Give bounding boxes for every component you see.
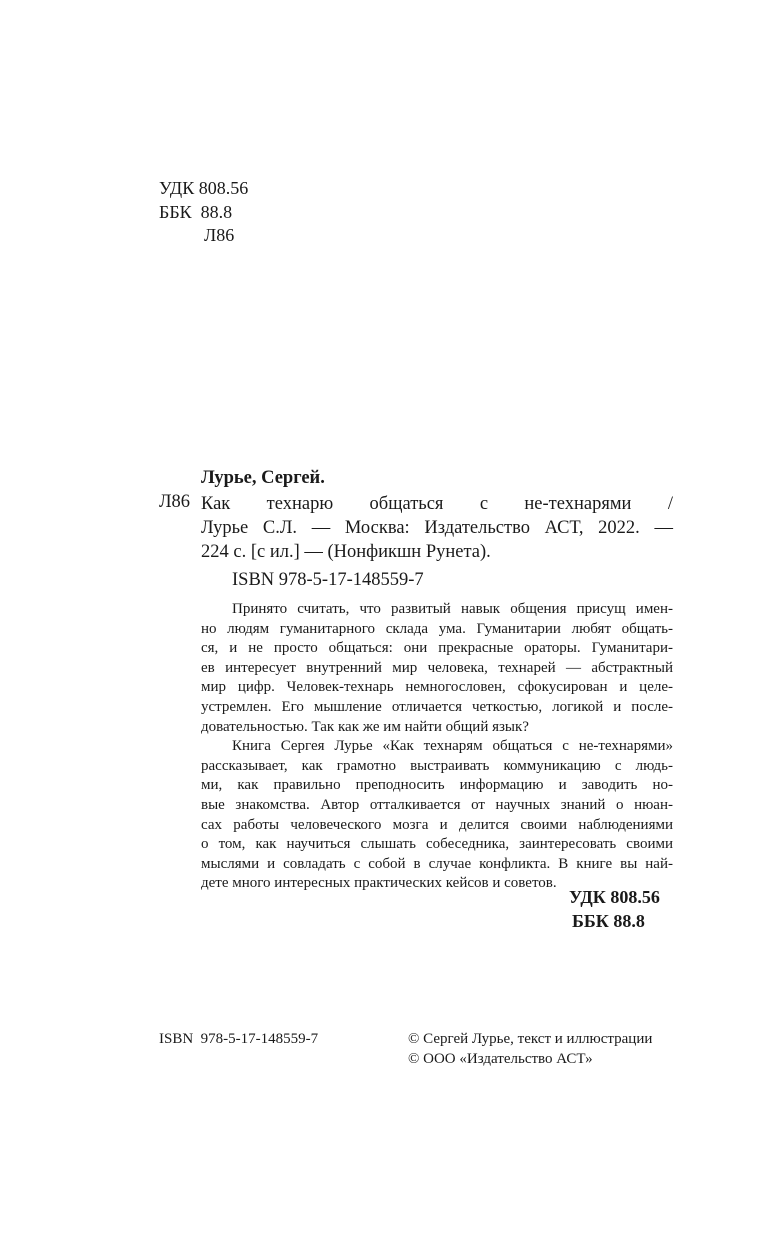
description-line: Лурье С.Л. — Москва: Издательство АСТ, 2022. — xyxy=(201,518,673,538)
annotation-line: о том, как научиться слышать собеседника, заинтересовать своими xyxy=(201,836,673,853)
annotation-line: Книга Сергея Лурье «Как технарям общаться с не-технарями» xyxy=(232,738,673,755)
bibliographic-code: Л86 xyxy=(159,492,191,512)
annotation-line: рассказывает, как грамотно выстраивать коммуникацию с людь- xyxy=(201,757,673,774)
annotation-line: довательностью. Так как же им найти общий язык? xyxy=(201,718,529,735)
annotation-line: сах работы человеческого мозга и делится своими наблюдениями xyxy=(201,816,673,833)
udk-code-bold: УДК 808.56 xyxy=(569,887,660,907)
copyright-author: © Сергей Лурье, текст и иллюстрации xyxy=(408,1031,653,1047)
description-line: Как технарю общаться с не-технарями / xyxy=(201,494,673,514)
bibliographic-description xyxy=(201,492,673,564)
annotation-line: Принято считать, что развитый навык общения присущ имен- xyxy=(232,601,673,617)
annotation xyxy=(201,600,673,894)
annotation-line: дете много интересных практических кейсов и советов. xyxy=(201,875,557,892)
author-mark: Л86 xyxy=(204,225,235,245)
bbk-code-bold: ББК 88.8 xyxy=(572,911,645,931)
annotation-line: но людям гуманитарного склада ума. Гуманитарии любят общать- xyxy=(201,620,673,637)
annotation-line: устремлен. Его мышление отличается четкостью, логикой и после- xyxy=(201,698,673,715)
author-heading: Лурье, Сергей. xyxy=(201,468,325,488)
isbn-main: ISBN 978-5-17-148559-7 xyxy=(232,570,424,590)
annotation-line: мыслями и совладать с собой в случае конфликта. В книге вы най- xyxy=(201,855,673,872)
udk-code: УДК 808.56 xyxy=(159,178,249,198)
description-line: 224 с. [с ил.] — (Нонфикшн Рунета). xyxy=(201,542,491,562)
annotation-line: мир цифр. Человек-технарь немногословен, сфокусирован и целе- xyxy=(201,679,673,696)
footer-isbn: ISBN 978-5-17-148559-7 xyxy=(159,1031,319,1047)
bbk-code: ББК 88.8 xyxy=(159,202,233,222)
annotation-line: ся, и не просто общаться: они прекрасные ораторы. Гуманитари- xyxy=(201,640,673,657)
annotation-line: ми, как правильно преподносить информацию и заводить но- xyxy=(201,777,673,794)
copyright-publisher: © ООО «Издательство АСТ» xyxy=(408,1051,593,1067)
annotation-line: ев интересует внутренний мир человека, технарей — абстрактный xyxy=(201,659,673,676)
annotation-line: вые знакомства. Автор отталкивается от научных знаний о нюан- xyxy=(201,796,673,813)
